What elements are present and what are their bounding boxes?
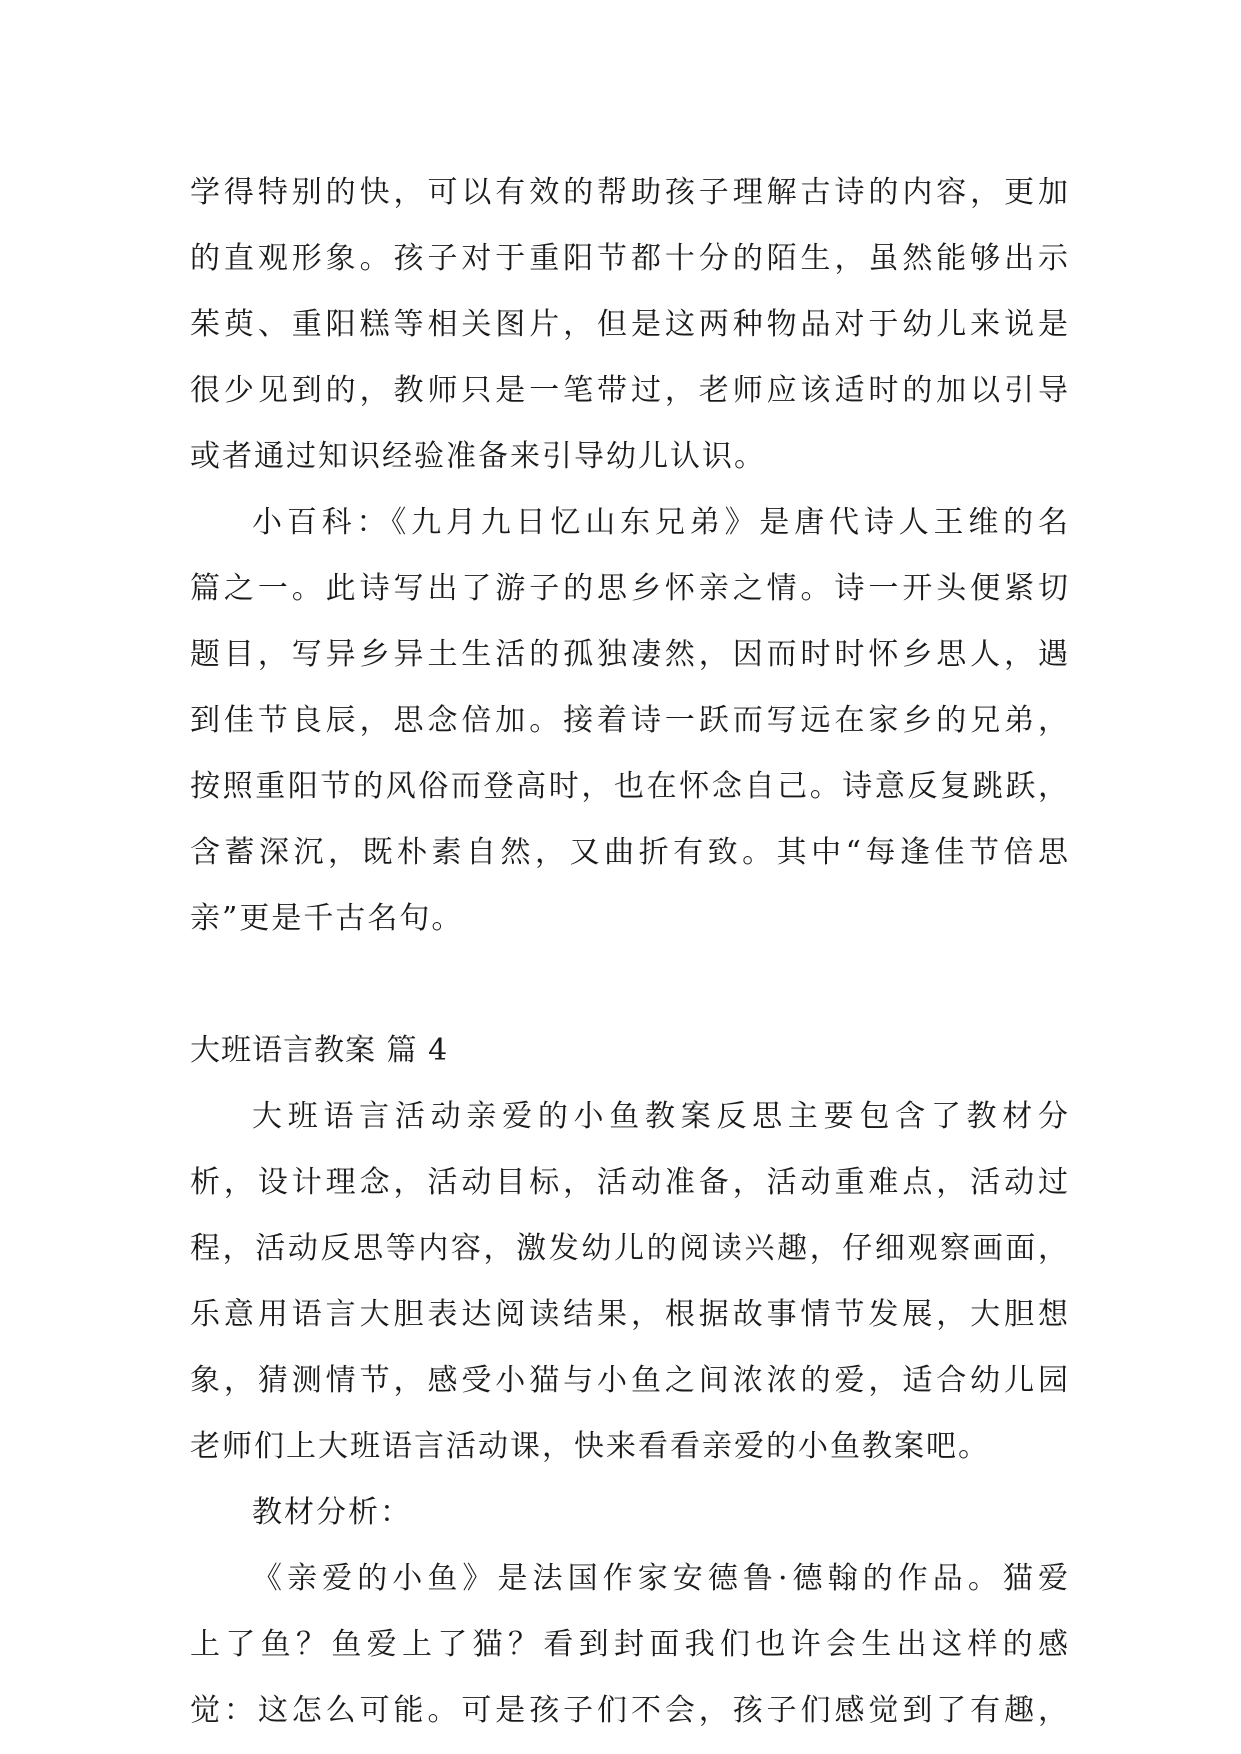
- text-line: 觉：这怎么可能。可是孩子们不会，孩子们感觉到了有趣，: [190, 1693, 1070, 1728]
- text-line: 学得特别的快，可以有效的帮助孩子理解古诗的内容，更加: [190, 175, 1070, 210]
- paragraph-material-analysis-label: [190, 1480, 1070, 1546]
- text-line: 茱萸、重阳糕等相关图片，但是这两种物品对于幼儿来说是: [190, 307, 1070, 342]
- text-line: 或者通过知识经验准备来引导幼儿认识。: [190, 439, 766, 474]
- text-line: 题目，写异乡异土生活的孤独凄然，因而时时怀乡思人，遇: [190, 637, 1070, 672]
- paragraph-continuation: [190, 160, 1070, 490]
- text-line: 亲”更是千古名句。: [190, 901, 464, 936]
- paragraph-intro: [190, 1084, 1070, 1480]
- document-body: [190, 160, 1070, 1744]
- text-line: 含蓄深沉，既朴素自然，又曲折有致。其中“每逢佳节倍思: [190, 835, 1070, 870]
- text-line: 到佳节良辰，思念倍加。接着诗一跃而写远在家乡的兄弟，: [190, 703, 1070, 738]
- text-line: 《亲爱的小鱼》是法国作家安德鲁·德翰的作品。猫爱: [252, 1561, 1070, 1596]
- text-line: 乐意用语言大胆表达阅读结果，根据故事情节发展，大胆想: [190, 1297, 1070, 1332]
- text-line: 析，设计理念，活动目标，活动准备，活动重难点，活动过: [190, 1165, 1070, 1200]
- text-line: 按照重阳节的风俗而登高时，也在怀念自己。诗意反复跳跃，: [190, 769, 1070, 804]
- text-line: 程，活动反思等内容，激发幼儿的阅读兴趣，仔细观察画面，: [190, 1231, 1070, 1266]
- section-heading: 大班语言教案 篇 4: [190, 1033, 449, 1068]
- paragraph-gap: [190, 952, 1070, 1018]
- text-line: 篇之一。此诗写出了游子的思乡怀亲之情。诗一开头便紧切: [190, 571, 1070, 606]
- text-line: 大班语言活动亲爱的小鱼教案反思主要包含了教材分: [252, 1099, 1070, 1134]
- text-line: 小百科：《九月九日忆山东兄弟》是唐代诗人王维的名: [252, 505, 1070, 540]
- text-line: 教材分析：: [252, 1495, 412, 1530]
- text-line: 象，猜测情节，感受小猫与小鱼之间浓浓的爱，适合幼儿园: [190, 1363, 1070, 1398]
- paragraph-encyclopedia: [190, 490, 1070, 952]
- text-line: 老师们上大班语言活动课，快来看看亲爱的小鱼教案吧。: [190, 1429, 990, 1464]
- text-line: 上了鱼？鱼爱上了猫？看到封面我们也许会生出这样的感: [190, 1627, 1070, 1662]
- text-line: 很少见到的，教师只是一笔带过，老师应该适时的加以引导: [190, 373, 1070, 408]
- paragraph-material-analysis: [190, 1546, 1070, 1744]
- text-line: 的直观形象。孩子对于重阳节都十分的陌生，虽然能够出示: [190, 241, 1070, 276]
